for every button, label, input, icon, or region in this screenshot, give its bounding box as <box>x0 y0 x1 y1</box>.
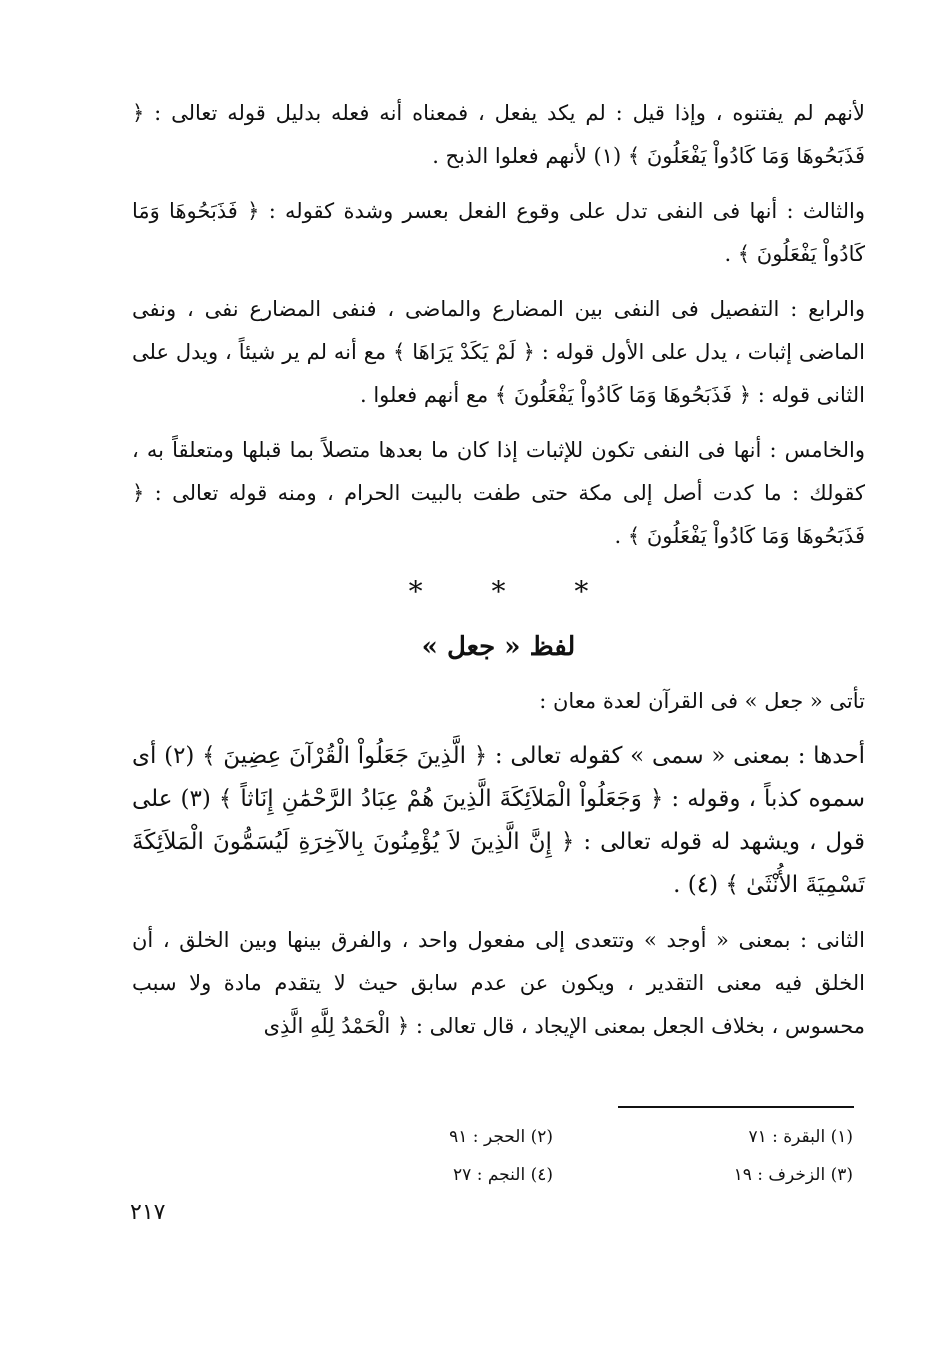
separator-star: * <box>408 575 423 608</box>
section-heading: لفظ « جعل » <box>421 632 576 662</box>
separator-star: * <box>491 575 506 608</box>
main-text <box>132 92 865 1060</box>
paragraph-4: والخامس : أنها فى النفى تكون للإثبات إذا كان ما بعدها متصلاً بما قبلها ومتعلقاً به ، كقولك : ما كدت أصل إلى مكة حتى طفت بالبيت الحرام ، ومنه قوله تعالى : ﴿ فَذَبَحُوهَا وَمَا كَادُواْ يَفْعَلُونَ ﴾ . <box>132 438 865 548</box>
section-separator <box>132 570 865 614</box>
footnote: (٤) النجم : ٢٧ <box>453 1165 553 1185</box>
paragraph-6: أحدها : بمعنى « سمى » كقوله تعالى : ﴿ الَّذِينَ جَعَلُواْ الْقُرْآنَ عِضِينَ ﴾ (٢) أى سموه كذباً ، وقوله : ﴿ وَجَعَلُواْ الْمَلاَئِكَةَ الَّذِينَ هُمْ عِبَادُ الرَّحْمَٰنِ إِنَاثاً ﴾ (٣) على قول ، ويشهد له قوله تعالى : ﴿ إِنَّ الَّذِينَ لاَ يُؤْمِنُونَ بِالآخِرَةِ لَيُسَمُّونَ الْمَلاَئِكَةَ تَسْمِيَةَ الأُنْثَىٰ ﴾ (٤) . <box>132 743 866 898</box>
footnote: (٢) الحجر : ٩١ <box>449 1127 553 1147</box>
footnotes <box>300 1118 853 1194</box>
page-number: ٢١٧ <box>130 1200 166 1225</box>
paragraph-1: لأنهم لم يفتنوه ، وإذا قيل : لم يكد يفعل ، فمعناه أنه فعله بدليل قوله تعالى : ﴿ فَذَبَحُوهَا وَمَا كَادُواْ يَفْعَلُونَ ﴾ (١) لأنهم فعلوا الذبح . <box>132 101 865 168</box>
footnote-row <box>300 1156 853 1194</box>
separator-star: * <box>574 575 589 608</box>
paragraph-5: تأتى « جعل » فى القرآن لعدة معان : <box>539 689 865 713</box>
paragraph-2: والثالث : أنها فى النفى تدل على وقوع الفعل بعسر وشدة كقوله : ﴿ فَذَبَحُوهَا وَمَا كَادُواْ يَفْعَلُونَ ﴾ . <box>132 199 865 266</box>
paragraph-7: الثانى : بمعنى « أوجد » وتتعدى إلى مفعول واحد ، والفرق بينها وبين الخلق ، أن الخلق فيه معنى التقدير ، ويكون عن عدم سابق حيث لا يتقدم مادة ولا سبب محسوس ، بخلاف الجعل بمعنى الإيجاد ، قال تعالى : ﴿ الْحَمْدُ لِلَّهِ الَّذِى <box>132 928 865 1038</box>
footnote: (٣) الزخرف : ١٩ <box>733 1165 853 1185</box>
footnote-row <box>300 1118 853 1156</box>
footnote-divider <box>618 1106 854 1108</box>
paragraph-3: والرابع : التفصيل فى النفى بين المضارع والماضى ، فنفى المضارع نفى ، ونفى الماضى إثبات ، يدل على الأول قوله : ﴿ لَمْ يَكَدْ يَرَاهَا ﴾ مع أنه لم ير شيئاً ، ويدل على الثانى قوله : ﴿ فَذَبَحُوهَا وَمَا كَادُواْ يَفْعَلُونَ ﴾ مع أنهم فعلوا . <box>132 297 865 407</box>
footnote: (١) البقرة : ٧١ <box>748 1127 853 1147</box>
